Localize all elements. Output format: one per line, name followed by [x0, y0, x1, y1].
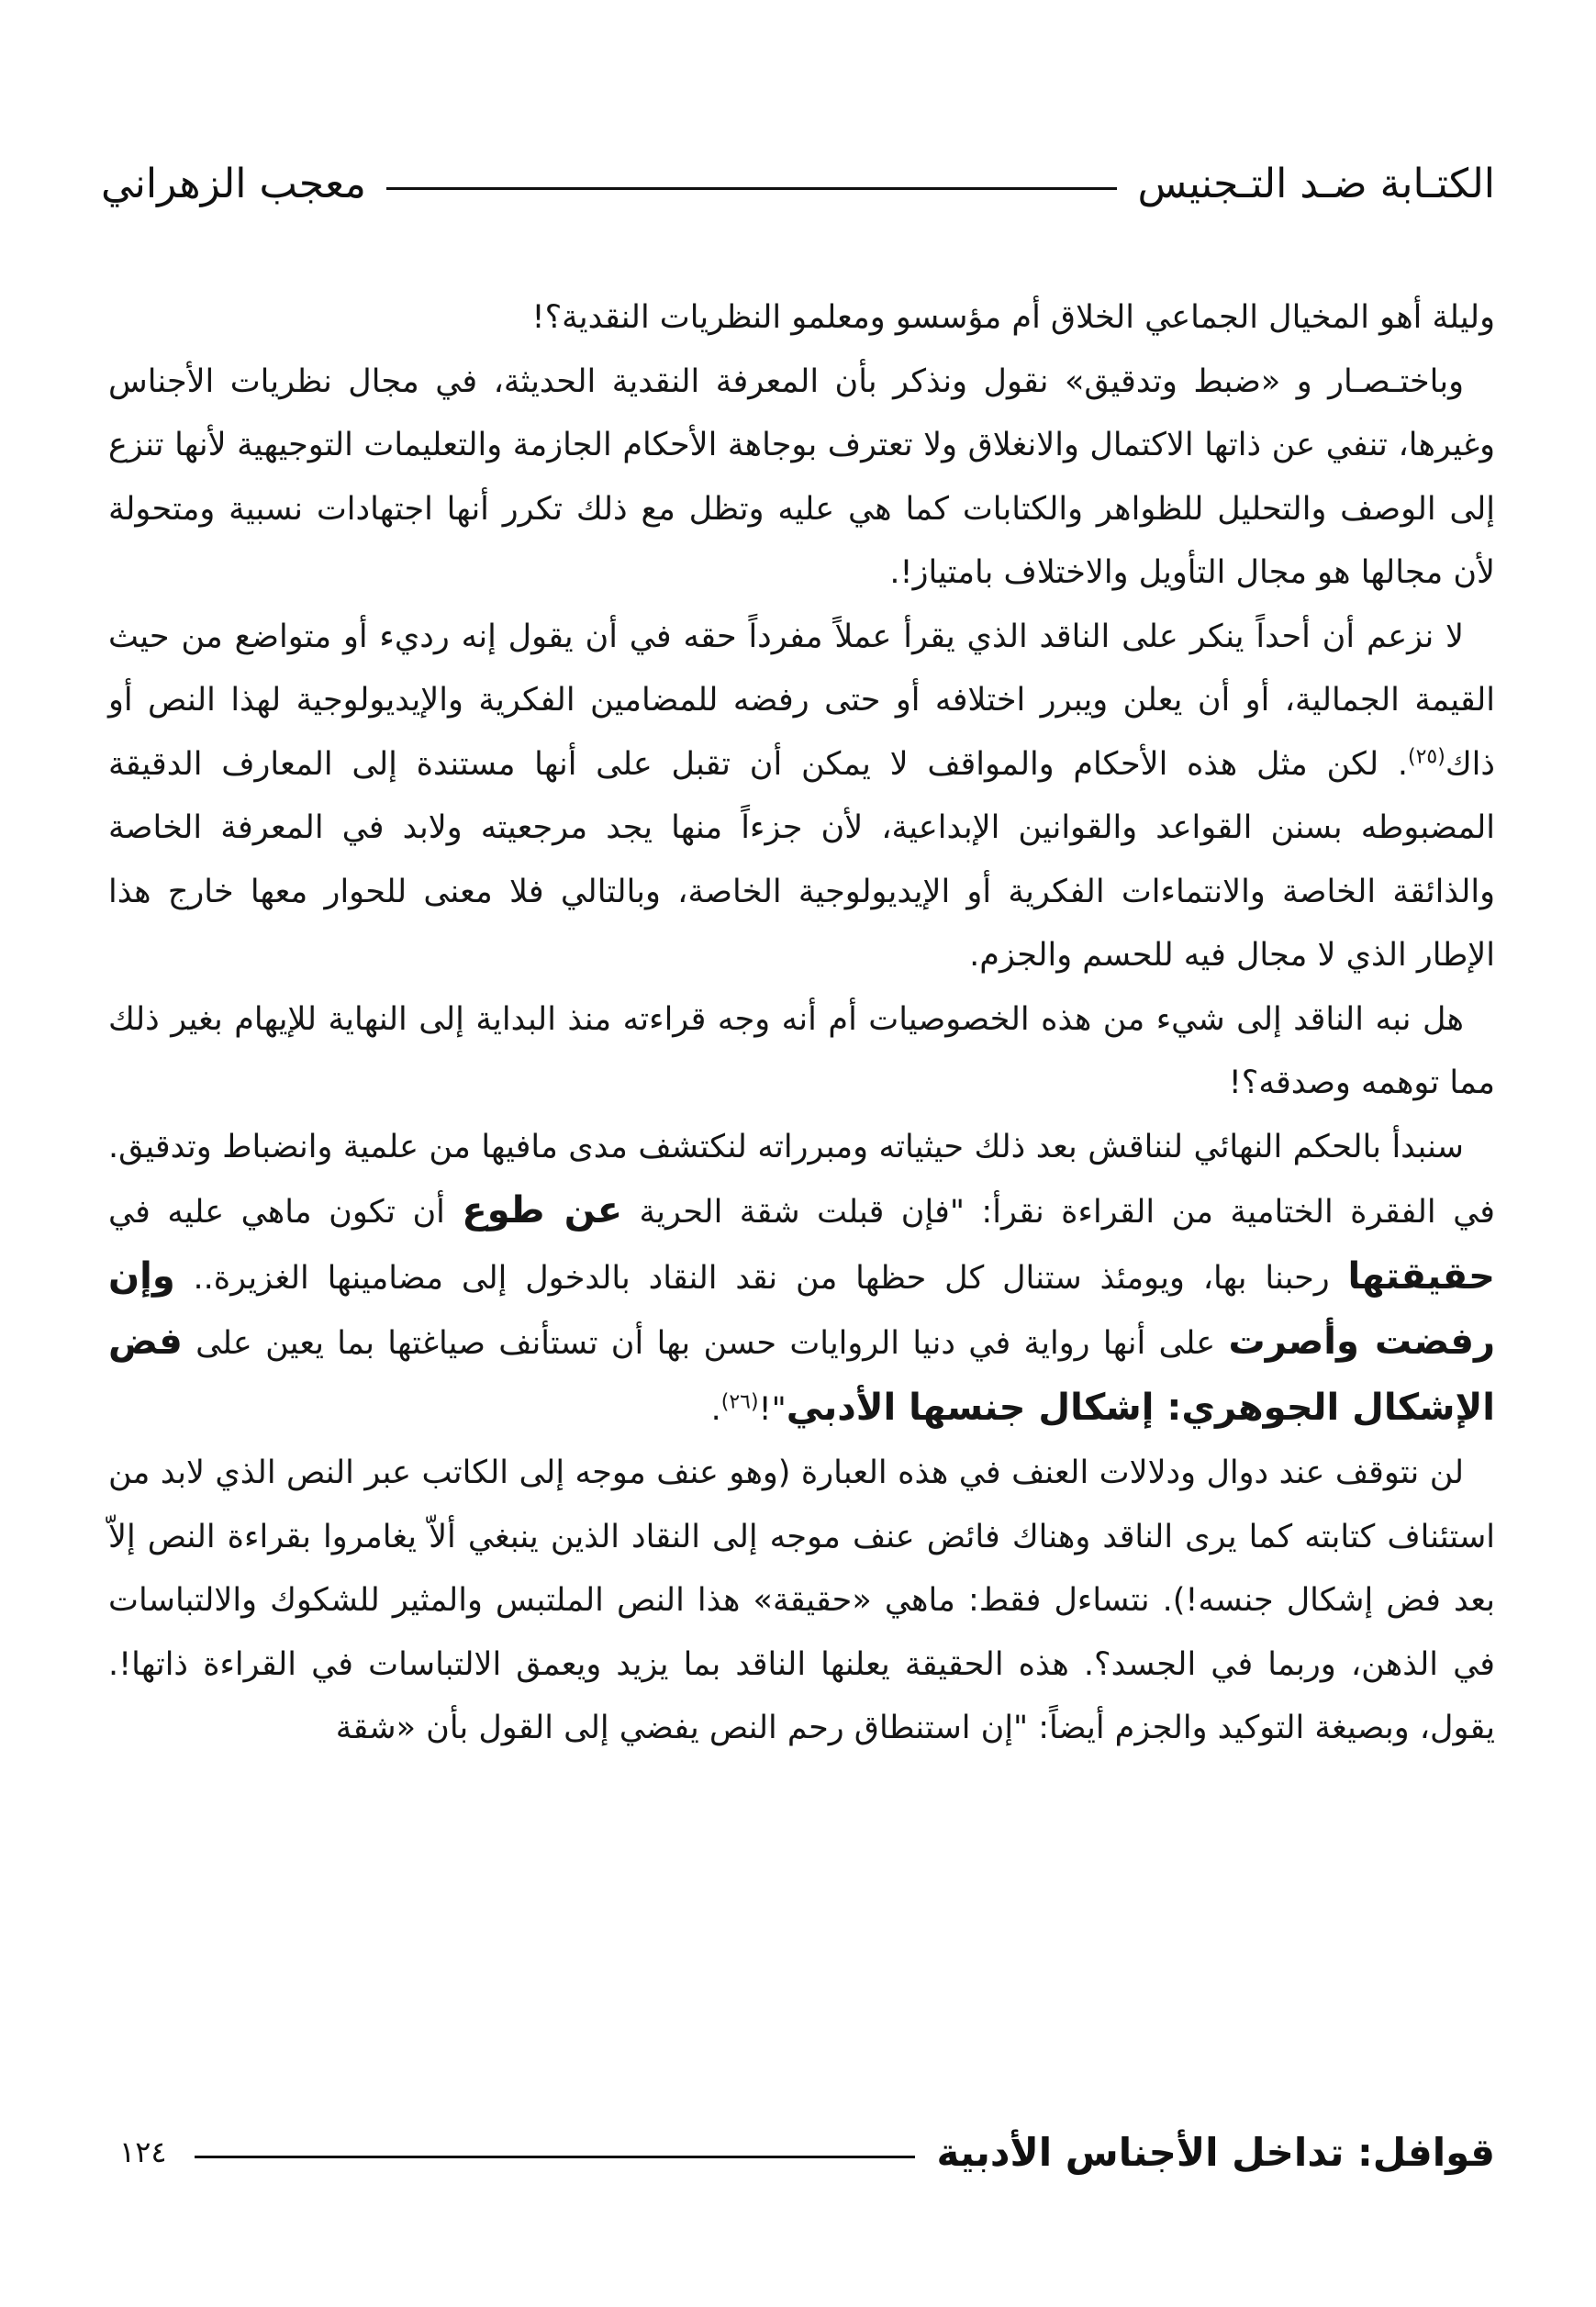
paragraph [108, 1116, 1495, 1443]
running-header [101, 147, 1495, 220]
paragraph [108, 286, 1495, 351]
text-run: على أنها رواية في دنيا الروايات حسن بها أن تستأنف صياغتها بما يعين على [182, 1325, 1229, 1362]
emphasized-text: عن طوع [462, 1189, 623, 1232]
header-title: الكتـابة ضـد التـجنيس [1137, 160, 1495, 207]
text-run: هل نبه الناقد إلى شيء من هذه الخصوصيات أم أنه وجه قراءته منذ البداية إلى النهاية للإيهام بغير ذلك مما توهمه وصدقه؟! [108, 1000, 1495, 1101]
text-run: رحبنا بها، ويومئذ ستنال كل حظها من نقد النقاد بالدخول إلى مضامينها الغزيرة.. [174, 1259, 1348, 1297]
emphasized-text: وإن رفضت وأصرت [108, 1254, 1495, 1363]
text-run: وباختـصـار و «ضبط وتدقيق» نقول ونذكر بأن المعرفة النقدية الحديثة، في مجال نظريات الأجناس وغيرها، تنفي عن ذاتها الاكتمال والانغلاق ولا تعترف بوجاهة الأحكام الجازمة والتعليمات التوجيهية لأنها تنزع إلى الوصف والتحليل للظواهر والكتابات كما هي عليه وتظل مع ذلك تكرر أنها اجتهادات نسبية ومتحولة لأن مجالها هو مجال التأويل والاختلاف بامتياز!. [108, 362, 1495, 591]
text-run: لا نزعم أن أحداً ينكر على الناقد الذي يقرأ عملاً مفرداً حقه في أن يقول إنه رديء أو متواضع من حيث القيمة الجمالية، أو أن يعلن ويبرر اختلافه أو حتى رفضه للمضامين الفكرية والإيديولوجية لهذا النص أو ذاك [108, 618, 1495, 783]
text-run: وليلة أهو المخيال الجماعي الخلاق أم مؤسسو ومعلمو النظريات النقدية؟! [531, 299, 1495, 336]
text-run: سنبدأ بالحكم النهائي لنناقش بعد ذلك حيثياته ومبرراته لنكتشف مدى مافيها من علمية وانضباط وتدقيق. في الفقرة الختامية من القراءة نقرأ: "فإن قبلت شقة الحرية [108, 1128, 1495, 1231]
header-rule [386, 187, 1118, 190]
footnote-ref: (٢٥) [1408, 744, 1445, 768]
text-run: "! [758, 1390, 787, 1428]
page-number: ١٢٤ [119, 2134, 167, 2169]
paragraph [108, 988, 1495, 1116]
header-author: معجب الزهراني [101, 160, 366, 207]
text-run: أن تكون ماهي عليه في [108, 1194, 463, 1231]
paragraph [108, 351, 1495, 606]
footnote-ref: (٢٦) [720, 1389, 759, 1413]
paragraph [108, 1442, 1495, 1761]
paragraph [108, 606, 1495, 988]
running-footer [119, 2115, 1495, 2189]
text-run: لن نتوقف عند دوال ودلالات العنف في هذه العبارة (وهو عنف موجه إلى الكاتب عبر النص الذي لابد من استئناف كتابته كما يرى الناقد وهناك فائض عنف موجه إلى النقاد الذين ينبغي ألاّ يغامروا بقراءة النص إلاّ بعد فض إشكال جنسه!). نتساءل فقط: ماهي «حقيقة» هذا النص الملتبس والمثير للشكوك والالتباسات في الذهن، وربما في الجسد؟. هذه الحقيقة يعلنها الناقد بما يزيد ويعمق الالتباسات في القراءة ذاتها!. يقول، وبصيغة التوكيد والجزم أيضاً: "إن استنطاق رحم النص يفضي إلى القول بأن «شقة [108, 1454, 1495, 1746]
footer-rule [195, 2156, 915, 2158]
body-text [108, 286, 1495, 1761]
footer-book-title: قوافل: تداخل الأجناس الأدبية [936, 2129, 1495, 2175]
text-run: . [710, 1390, 721, 1428]
emphasized-text: فض الإشكال الجوهري: إشكال جنسها الأدبي [108, 1321, 1495, 1429]
text-run: . لكن مثل هذه الأحكام والمواقف لا يمكن أن تقبل على أنها مستندة إلى المعارف الدقيقة المضبوطه بسنن القواعد والقوانين الإبداعية، لأن جزءاً منها يجد مرجعيته ولابد في المعرفة الخاصة والذائقة الخاصة والانتماءات الفكرية أو الإيديولوجية الخاصة، وبالتالي فلا معنى للحوار معها خارج هذا الإطار الذي لا مجال فيه للحسم والجزم. [108, 745, 1495, 974]
emphasized-text: حقيقتها [1347, 1254, 1495, 1298]
